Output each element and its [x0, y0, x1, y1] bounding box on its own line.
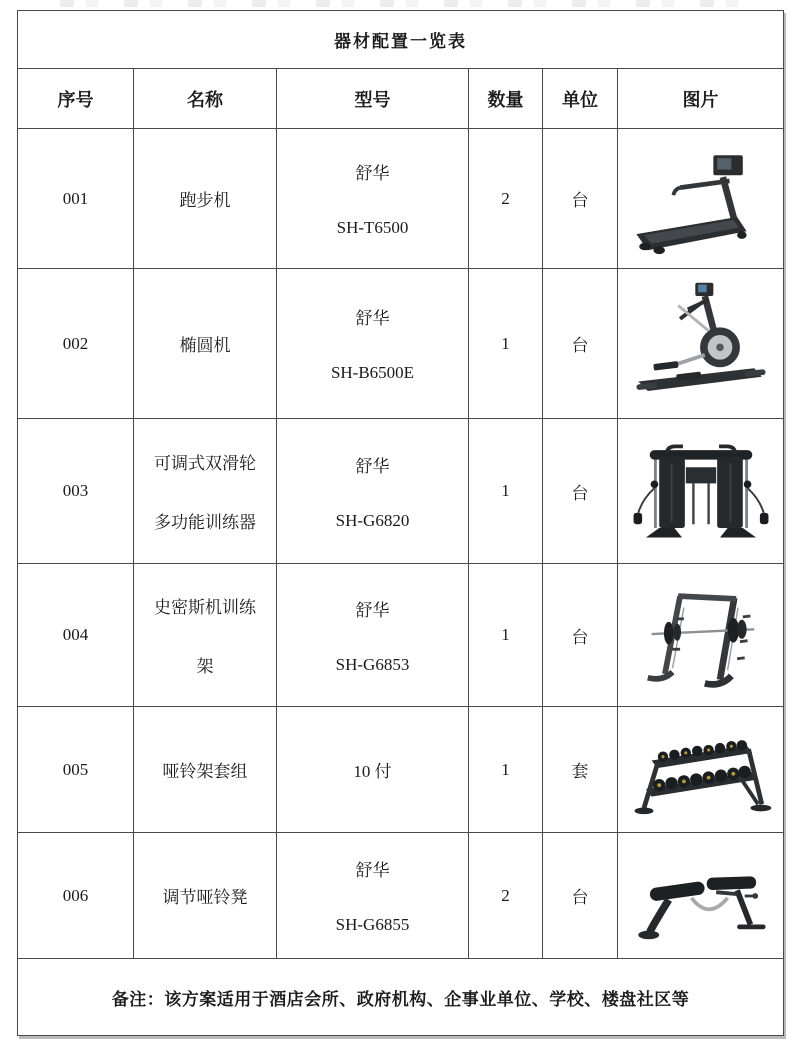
cell-name: 跑步机 [134, 129, 277, 269]
cell-model: 10 付 [277, 707, 469, 833]
cell-model: 舒华 SH-T6500 [277, 129, 469, 269]
cell-quantity: 1 [469, 707, 543, 833]
cell-unit: 套 [543, 707, 618, 833]
cell-unit: 台 [543, 419, 618, 564]
photo-adjustable-bench [618, 833, 784, 959]
cell-name: 史密斯机训练 架 [134, 564, 277, 707]
cell-unit: 台 [543, 129, 618, 269]
cell-quantity: 1 [469, 419, 543, 564]
cell-serial: 003 [18, 419, 134, 564]
elliptical-illustration [625, 275, 777, 413]
cell-serial: 004 [18, 564, 134, 707]
cropped-text-remnant [60, 0, 760, 7]
cell-model: 舒华 SH-B6500E [277, 269, 469, 419]
column-header-quantity: 数量 [469, 69, 543, 129]
cell-name: 哑铃架套组 [134, 707, 277, 833]
photo-elliptical [618, 269, 784, 419]
cell-name: 可调式双滑轮 多功能训练器 [134, 419, 277, 564]
table-row [18, 269, 784, 419]
column-header-serial: 序号 [18, 69, 134, 129]
cell-quantity: 1 [469, 564, 543, 707]
photo-treadmill [618, 129, 784, 269]
column-header-name: 名称 [134, 69, 277, 129]
header-row [18, 69, 784, 129]
cell-serial: 005 [18, 707, 134, 833]
cell-name: 椭圆机 [134, 269, 277, 419]
table-row [18, 833, 784, 959]
title-row [18, 11, 784, 69]
cell-model: 舒华 SH-G6853 [277, 564, 469, 707]
table-row [18, 707, 784, 833]
functional-trainer-illustration [625, 425, 777, 557]
column-header-picture: 图片 [618, 69, 784, 129]
cell-name: 调节哑铃凳 [134, 833, 277, 959]
column-header-model: 型号 [277, 69, 469, 129]
cell-model: 舒华 SH-G6855 [277, 833, 469, 959]
footer-note: 备注：该方案适用于酒店会所、政府机构、企事业单位、学校、楼盘社区等 [18, 959, 784, 1036]
treadmill-illustration [625, 135, 777, 263]
cell-quantity: 2 [469, 129, 543, 269]
smith-machine-illustration [625, 569, 777, 701]
cell-serial: 001 [18, 129, 134, 269]
column-header-unit: 单位 [543, 69, 618, 129]
cell-quantity: 2 [469, 833, 543, 959]
table-row [18, 129, 784, 269]
table-title: 器材配置一览表 [18, 11, 784, 69]
photo-smith-machine [618, 564, 784, 707]
cell-unit: 台 [543, 833, 618, 959]
adjustable-bench-illustration [625, 837, 777, 955]
cell-unit: 台 [543, 564, 618, 707]
photo-dumbbell-rack [618, 707, 784, 833]
equipment-table [17, 10, 784, 1036]
cell-serial: 006 [18, 833, 134, 959]
table-row [18, 419, 784, 564]
cell-serial: 002 [18, 269, 134, 419]
table-row [18, 564, 784, 707]
footer-row [18, 959, 784, 1036]
photo-functional-trainer [618, 419, 784, 564]
cell-unit: 台 [543, 269, 618, 419]
cell-model: 舒华 SH-G6820 [277, 419, 469, 564]
cell-quantity: 1 [469, 269, 543, 419]
dumbbell-rack-illustration [625, 711, 777, 829]
